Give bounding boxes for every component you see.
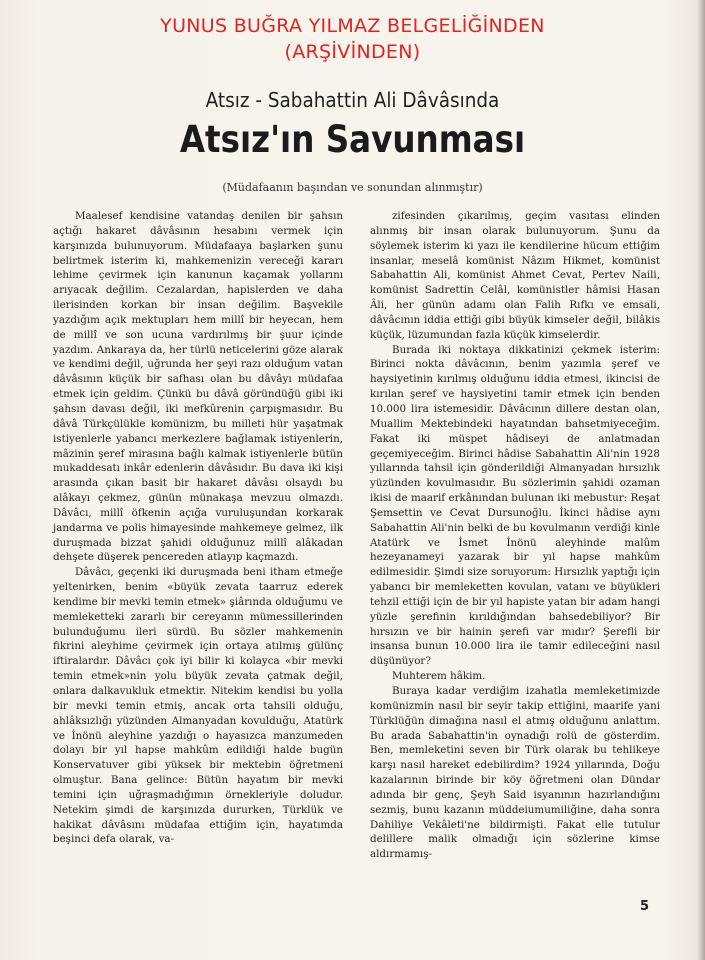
article-title: Atsız'ın Savunması (179, 118, 526, 161)
article-subtitle: (Müdafaanın başından ve sonundan alınmıştır) (222, 181, 483, 194)
archive-banner-line1: YUNUS BUĞRA YILMAZ BELGELİĞİNDEN (160, 15, 545, 37)
paragraph: zifesinden çıkarılmış, geçim vasıtası elinden alınmış bir insan olarak bulunuyorum. Şunu da söylemek isterim ki yazı ile kendilerine hücum ettiğim insanlar, meselâ komünist Nâzım Hikmet, komünist Sabahattin Ali, komünist Ahmet Cevat, Pertev Naili, komünist Sadrettin Celâl, komünistler hâmisi Hasan Âli, her günün adamı olan Falih Rıfkı ve emsali, dâvâcının iddia ettiği gibi büyük kimseler değil, bilâkis küçük, lüzumundan fazla küçük kimselerdir. (370, 210, 660, 341)
page-edge-shadow (697, 0, 705, 960)
paragraph: Maalesef kendisine vatandaş denilen bir şahsın açtığı hakaret dâvâsının hesabını vermek için karşınızda bulunuyorum. Müdafaaya başlarken şunu belirtmek isterim ki, mahkemenizin vereceği kararı lehime çevirmek için kanunun kaçamak yollarını arıyacak değilim. Cezalardan, hapislerden ve daha ilerisinden korkan bir insan değilim. Başvekile yazdığım açık mektupları hem millî bir heyecan, hem de millî ve son ucuna vardırılmış bir şuur içinde yazdım. Ankaraya da, her türlü neticelerini göze alarak ve kendimi değil, uğrunda her şeyi razı olduğum vatan dâvâsının küçük bir safhası olan bu dâvâyı müdafaa etmek için geldim. Çünkü bu dâvâ göründüğü gibi iki şahsın davası değil, iki mefkûrenin çarpışmasıdır. Bu dâvâ Türkçülükle komünizm, bu milleti hür yaşatmak istiyenlerle yabancı merkezlere bağlamak istiyenlerin, mâzinin şeref mirasına bağlı kalmak istiyenlerle bütün mukaddesatı inkâr edenlerin dâvâsıdır. Bu dava iki kişi arasında çıkan basit bir hakaret dâvâsı olsaydı bu alâkayı çekmez, günün münakaşa mevzuu olmazdı. Dâvâcı, millî öfkenin açığa vuruluşundan korkarak jandarma ve polis himayesinde mahkemeye gelmez, ilk duruşmada bizzat şahidi olduğunuz millî alâkadan dehşete düşerek pencereden atlayıp kaçmazdı. (53, 210, 343, 564)
right-column (370, 209, 660, 862)
paragraph: Dâvâcı, geçenki iki duruşmada beni itham etmeğe yeltenirken, benim «büyük zevata taarruz ederek kendime bir mevki temin etmek» şiârında olduğumu ve memleketteki zararlı bir cereyanın mümessillerinden bulunduğumu ileri sürdü. Bu sözler mahkemenin fikrini aleyhime çevirmek için ortaya atılmış gülünç iftiralardır. Dâvâcı çok iyi bilir ki kolayca «bir mevki temin etmek»nin yolu büyük zevata çatmak değil, onlara dalkavukluk etmektir. Nitekim kendisi bu yolla bir mevki temin etmiş, ancak orta tahsili olduğu, ahlâksızlığı yüzünden Almanyadan kovulduğu, Atatürk ve İnönü aleyhine yazdığı o hayasızca manzumeden dolayı bir yıl hapse mahkûm edildiği halde bugün Konservatuver gibi yüksek bir mektebin öğretmeni olmuştur. Bana gelince: Bütün hayatım bir mevki temini için uğraşmadığımın örnekleriyle doludur. Netekim şimdi de karşınızda dururken, Türklük ve hakikat dâvâsını müdafaa ettiğim için, hayatımda beşinci defa olarak, va- (53, 566, 343, 846)
left-column (53, 209, 343, 847)
article-kicker: Atsız - Sabahattin Ali Dâvâsında (205, 88, 500, 112)
paragraph: Burada iki noktaya dikkatinizi çekmek isterim: Birinci nokta dâvâcının, benim yazımla şeref ve haysiyetinin kırılmış olduğunu iddia etmesi, ikincisi de kırılan şeref ve haysiyetini tamir etmek için benden 10.000 lira istemesidir. Dâvâcının dillere destan olan, Muallim Mektebindeki hayatından bahsetmiyeceğim. Fakat iki müspet hâdiseyi de anlatmadan geçemiyeceğim. Birinci hâdise Sabahattin Ali'nin 1928 yıllarında tahsil için gönderildiği Almanyadan hırsızlık yüzünden kovulmasıdır. Bu sözlerimin şahidi ozaman ikisi de maarif erkânından bulunan iki mebustur: Reşat Şemsettin ve Cevat Dursunoğlu. İkinci hâdise aynı Sabahattin Ali'nin belki de bu kovulmanın verdiği kinle Atatürk ve İsmet İnönü aleyhinde malûm hezeyanameyi yazarak bir yıl hapse mahkûm edilmesidir. Şimdi size soruyorum: Hırsızlık yaptığı için yabancı bir memleketten kovulan, vatanı ve büyükleri tehzil ettiği için de bir yıl hapiste yatan bir adam hangi yüzle şerefinin kırıldığından bahsedebiliyor? Bir hırsızın ve bir hainin şerefi var mıdır? Şerefli bir insansa bunun 10.000 lira ile tamir edileceğini nasıl düşünüyor? (370, 343, 660, 668)
paragraph: Buraya kadar verdiğim izahatla memleketimizde komünizmin nasıl bir seyir takip ettiğini, maarife yani Türklüğün dimağına nasıl el atmış olduğunu anlattım. Bu arada Sabahattin'in oynadığı rolü de gösterdim. Ben, memleketini seven bir Türk olarak bu tehlikeye karşı nasıl hareket edebilirdim? 1924 yıllarında, Doğu kazalarının birinde bir köy öğretmeni olan Dündar adında bir genç, Şeyh Said isyanının hazırlandığını sezmiş, bunu kazanın müddeiumumiliğine, daha sonra Dahiliye Vekâleti'ne bildirmişti. Fakat elle tutulur delillere malik olmadığı için sözlerine kimse aldırmamış- (370, 685, 660, 861)
archive-banner-line2: (ARŞİVİNDEN) (284, 41, 421, 63)
page-number: 5 (640, 899, 650, 914)
paragraph: Muhterem hâkim. (392, 670, 486, 683)
